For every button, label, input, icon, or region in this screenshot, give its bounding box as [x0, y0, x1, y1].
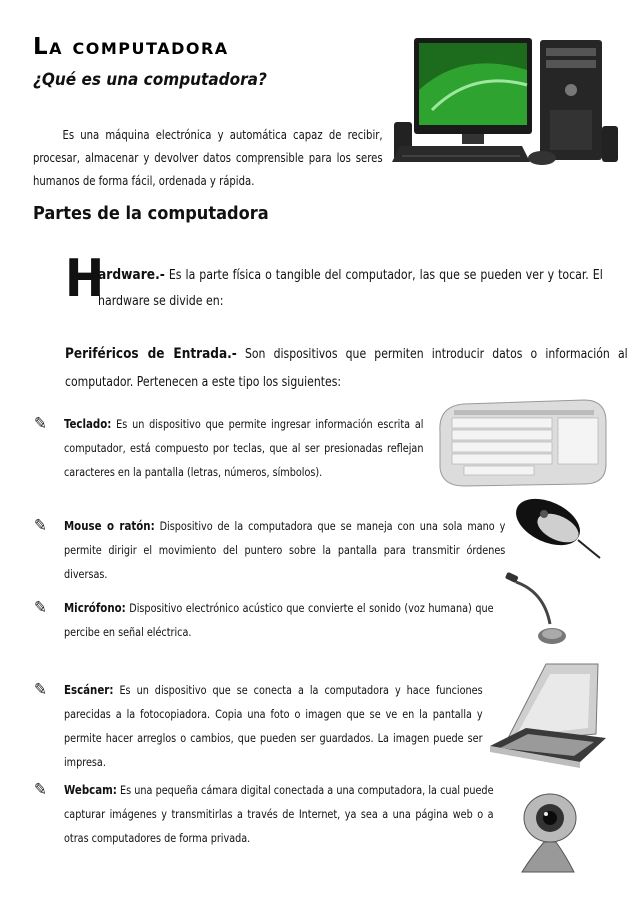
computer-image — [392, 30, 622, 170]
pencil-icon: ✎ — [34, 516, 47, 536]
question-heading: ¿Qué es una computadora? — [33, 70, 267, 90]
webcam-image — [508, 786, 592, 878]
input-peripherals-paragraph — [65, 340, 628, 397]
hardware-text: Es la parte física o tangible del computador, las que se pueden ver y tocar. El hardware se divide en: — [98, 268, 603, 309]
intro-paragraph: Es una máquina electrónica y automática capaz de recibir, procesar, almacenar y devolver datos comprensible para los seres humanos de forma fácil, ordenada y rápida. — [33, 128, 383, 188]
hardware-drop-cap: H — [65, 249, 105, 309]
mouse-image — [510, 494, 602, 560]
pencil-icon: ✎ — [34, 598, 47, 618]
list-item-keyboard: Teclado: Es un dispositivo que permite ingresar información escrita al computador, está compuesto por teclas, que al ser presionadas reflejan caracteres en la pantalla (letras, números, símbolos). — [64, 416, 424, 479]
list-item-microphone: Micrófono: Dispositivo electrónico acústico que convierte el sonido (voz humana) que percibe en señal eléctrica. — [64, 600, 494, 639]
pencil-icon: ✎ — [34, 780, 47, 800]
input-peripherals-term: Periféricos de Entrada.- — [65, 346, 237, 362]
parts-heading: Partes de la computadora — [33, 203, 269, 224]
pencil-icon: ✎ — [34, 680, 47, 700]
list-item-mouse: Mouse o ratón: Dispositivo de la computadora que se maneja con una sola mano y permite dirigir el movimiento del puntero sobre la pantalla para transmitir órdenes diversas. — [64, 518, 506, 581]
page-title: La computadora — [33, 34, 229, 60]
scanner-image — [486, 656, 612, 772]
hardware-paragraph — [98, 262, 603, 315]
list-item-scanner: Escáner: Es un dispositivo que se conecta a la computadora y hace funciones parecidas a la fotocopiadora. Copia una foto o imagen que se ve en la pantalla y permite hacer arreglos o cambios, que pueden ser guardados. La imagen puede ser impresa. — [64, 682, 483, 769]
list-item-webcam: Webcam: Es una pequeña cámara digital conectada a una computadora, la cual puede capturar imágenes y transmitirlas a través de Internet, ya sea a una página web o a otras computadores de forma privada. — [64, 782, 494, 845]
input-peripherals-text: Son dispositivos que permiten introducir datos o información al computador. Pertenecen a este tipo los siguientes: — [65, 347, 628, 390]
keyboard-image — [434, 392, 610, 490]
microphone-image — [502, 572, 574, 648]
hardware-term: ardware.- — [98, 267, 165, 283]
pencil-icon: ✎ — [34, 414, 47, 434]
